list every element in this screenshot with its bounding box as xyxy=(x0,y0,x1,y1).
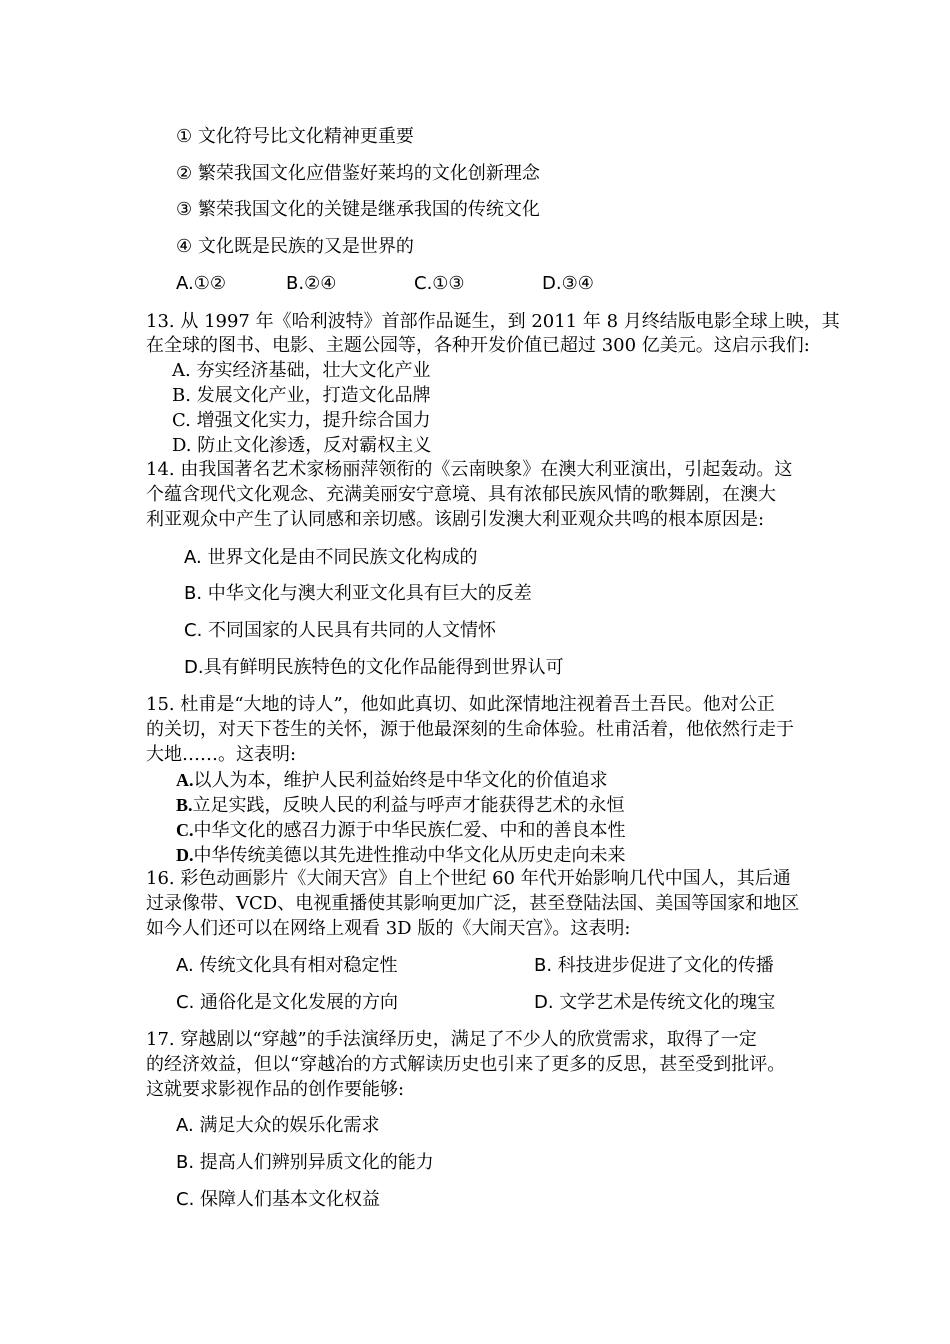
q16-option-a: A. 传统文化具有相对稳定性 xyxy=(176,955,398,976)
q17-stem-line-3: 这就要求影视作品的创作要能够: xyxy=(146,1079,405,1100)
q14-option-d: D.具有鲜明民族特色的文化作品能得到世界认可 xyxy=(184,657,564,678)
q15-option-a-label: A. xyxy=(176,770,194,790)
q15-option-a xyxy=(176,768,608,793)
q14-option-b: B. 中华文化与澳大利亚文化具有巨大的反差 xyxy=(184,583,532,604)
q14-stem-line-2: 个蕴含现代文化观念、充满美丽安宁意境、具有浓郁民族风情的歌舞剧，在澳大 xyxy=(146,484,776,505)
q16-option-c: C. 通俗化是文化发展的方向 xyxy=(176,992,399,1013)
q12-option-b: B.②④ xyxy=(286,273,337,294)
q15-stem-line-1: 15. 杜甫是“大地的诗人”，他如此真切、如此深情地注视着吾土吾民。他对公正 xyxy=(146,694,775,715)
q16-option-d: D. 文学艺术是传统文化的瑰宝 xyxy=(534,992,776,1013)
q12-item-2: ② 繁荣我国文化应借鉴好莱坞的文化创新理念 xyxy=(176,163,540,184)
q12-item-4: ④ 文化既是民族的又是世界的 xyxy=(176,236,414,257)
q15-option-d xyxy=(176,843,626,868)
q16-stem-line-1: 16. 彩色动画影片《大闹天宫》自上个世纪 60 年代开始影响几代中国人，其后通 xyxy=(146,868,791,889)
q15-option-d-text: 中华传统美德以其先进性推动中华文化从历史走向未来 xyxy=(193,845,626,866)
q17-option-c: C. 保障人们基本文化权益 xyxy=(176,1189,381,1210)
q15-option-b-label: B. xyxy=(176,795,193,815)
q14-stem-line-3: 利亚观众中产生了认同感和亲切感。该剧引发澳大利亚观众共鸣的根本原因是: xyxy=(146,509,765,530)
q13-stem-line-1: 13. 从 1997 年《哈利波特》首部作品诞生，到 2011 年 8 月终结版电影全球上映，其 xyxy=(146,311,840,332)
q13-option-b: B. 发展文化产业，打造文化品牌 xyxy=(172,385,431,406)
q13-option-a: A. 夯实经济基础，壮大文化产业 xyxy=(172,360,431,381)
q15-stem-line-2: 的关切，对天下苍生的关怀，源于他最深刻的生命体验。杜甫活着，他依然行走于 xyxy=(146,719,794,740)
q12-option-c: C.①③ xyxy=(414,273,465,294)
q16-stem-line-2: 过录像带、VCD、电视重播使其影响更加广泛，甚至登陆法国、美国等国家和地区 xyxy=(146,893,800,914)
q14-option-c: C. 不同国家的人民具有共同的人文情怀 xyxy=(184,620,497,641)
q12-item-1: ① 文化符号比文化精神更重要 xyxy=(176,126,414,147)
q13-option-d: D. 防止文化渗透，反对霸权主义 xyxy=(172,435,432,456)
q15-option-c-text: 中华文化的感召力源于中华民族仁爱、中和的善良本性 xyxy=(193,820,626,841)
q16-option-b: B. 科技进步促进了文化的传播 xyxy=(534,955,774,976)
q15-option-b-text: 立足实践，反映人民的利益与呼声才能获得艺术的永恒 xyxy=(192,795,625,816)
q12-item-3: ③ 繁荣我国文化的关键是继承我国的传统文化 xyxy=(176,199,540,220)
q15-option-a-text: 以人为本，维护人民利益始终是中华文化的价值追求 xyxy=(193,770,608,791)
q17-option-b: B. 提高人们辨别异质文化的能力 xyxy=(176,1152,434,1173)
q12-option-a: A.①② xyxy=(176,273,226,294)
q16-stem-line-3: 如今人们还可以在网络上观看 3D 版的《大闹天宫》。这表明: xyxy=(146,918,631,939)
q17-option-a: A. 满足大众的娱乐化需求 xyxy=(176,1115,380,1136)
q14-option-a: A. 世界文化是由不同民族文化构成的 xyxy=(184,547,478,568)
q17-stem-line-2: 的经济效益，但以“穿越冶的方式解读历史也引来了更多的反思，甚至受到批评。 xyxy=(146,1054,786,1075)
q15-option-c-label: C. xyxy=(176,820,194,840)
q15-option-d-label: D. xyxy=(176,845,194,865)
q15-option-c xyxy=(176,818,626,843)
q12-option-d: D.③④ xyxy=(542,273,594,294)
q15-option-b xyxy=(176,793,625,818)
q15-stem-line-3: 大地……。这表明: xyxy=(146,744,297,765)
q13-option-c: C. 增强文化实力，提升综合国力 xyxy=(172,410,431,431)
q17-stem-line-1: 17. 穿越剧以“穿越”的手法演绎历史，满足了不少人的欣赏需求，取得了一定 xyxy=(146,1029,757,1050)
q13-stem-line-2: 在全球的图书、电影、主题公园等，各种开发价值已超过 300 亿美元。这启示我们: xyxy=(146,335,810,356)
q14-stem-line-1: 14. 由我国著名艺术家杨丽萍领衔的《云南映象》在澳大利亚演出，引起轰动。这 xyxy=(146,459,793,480)
